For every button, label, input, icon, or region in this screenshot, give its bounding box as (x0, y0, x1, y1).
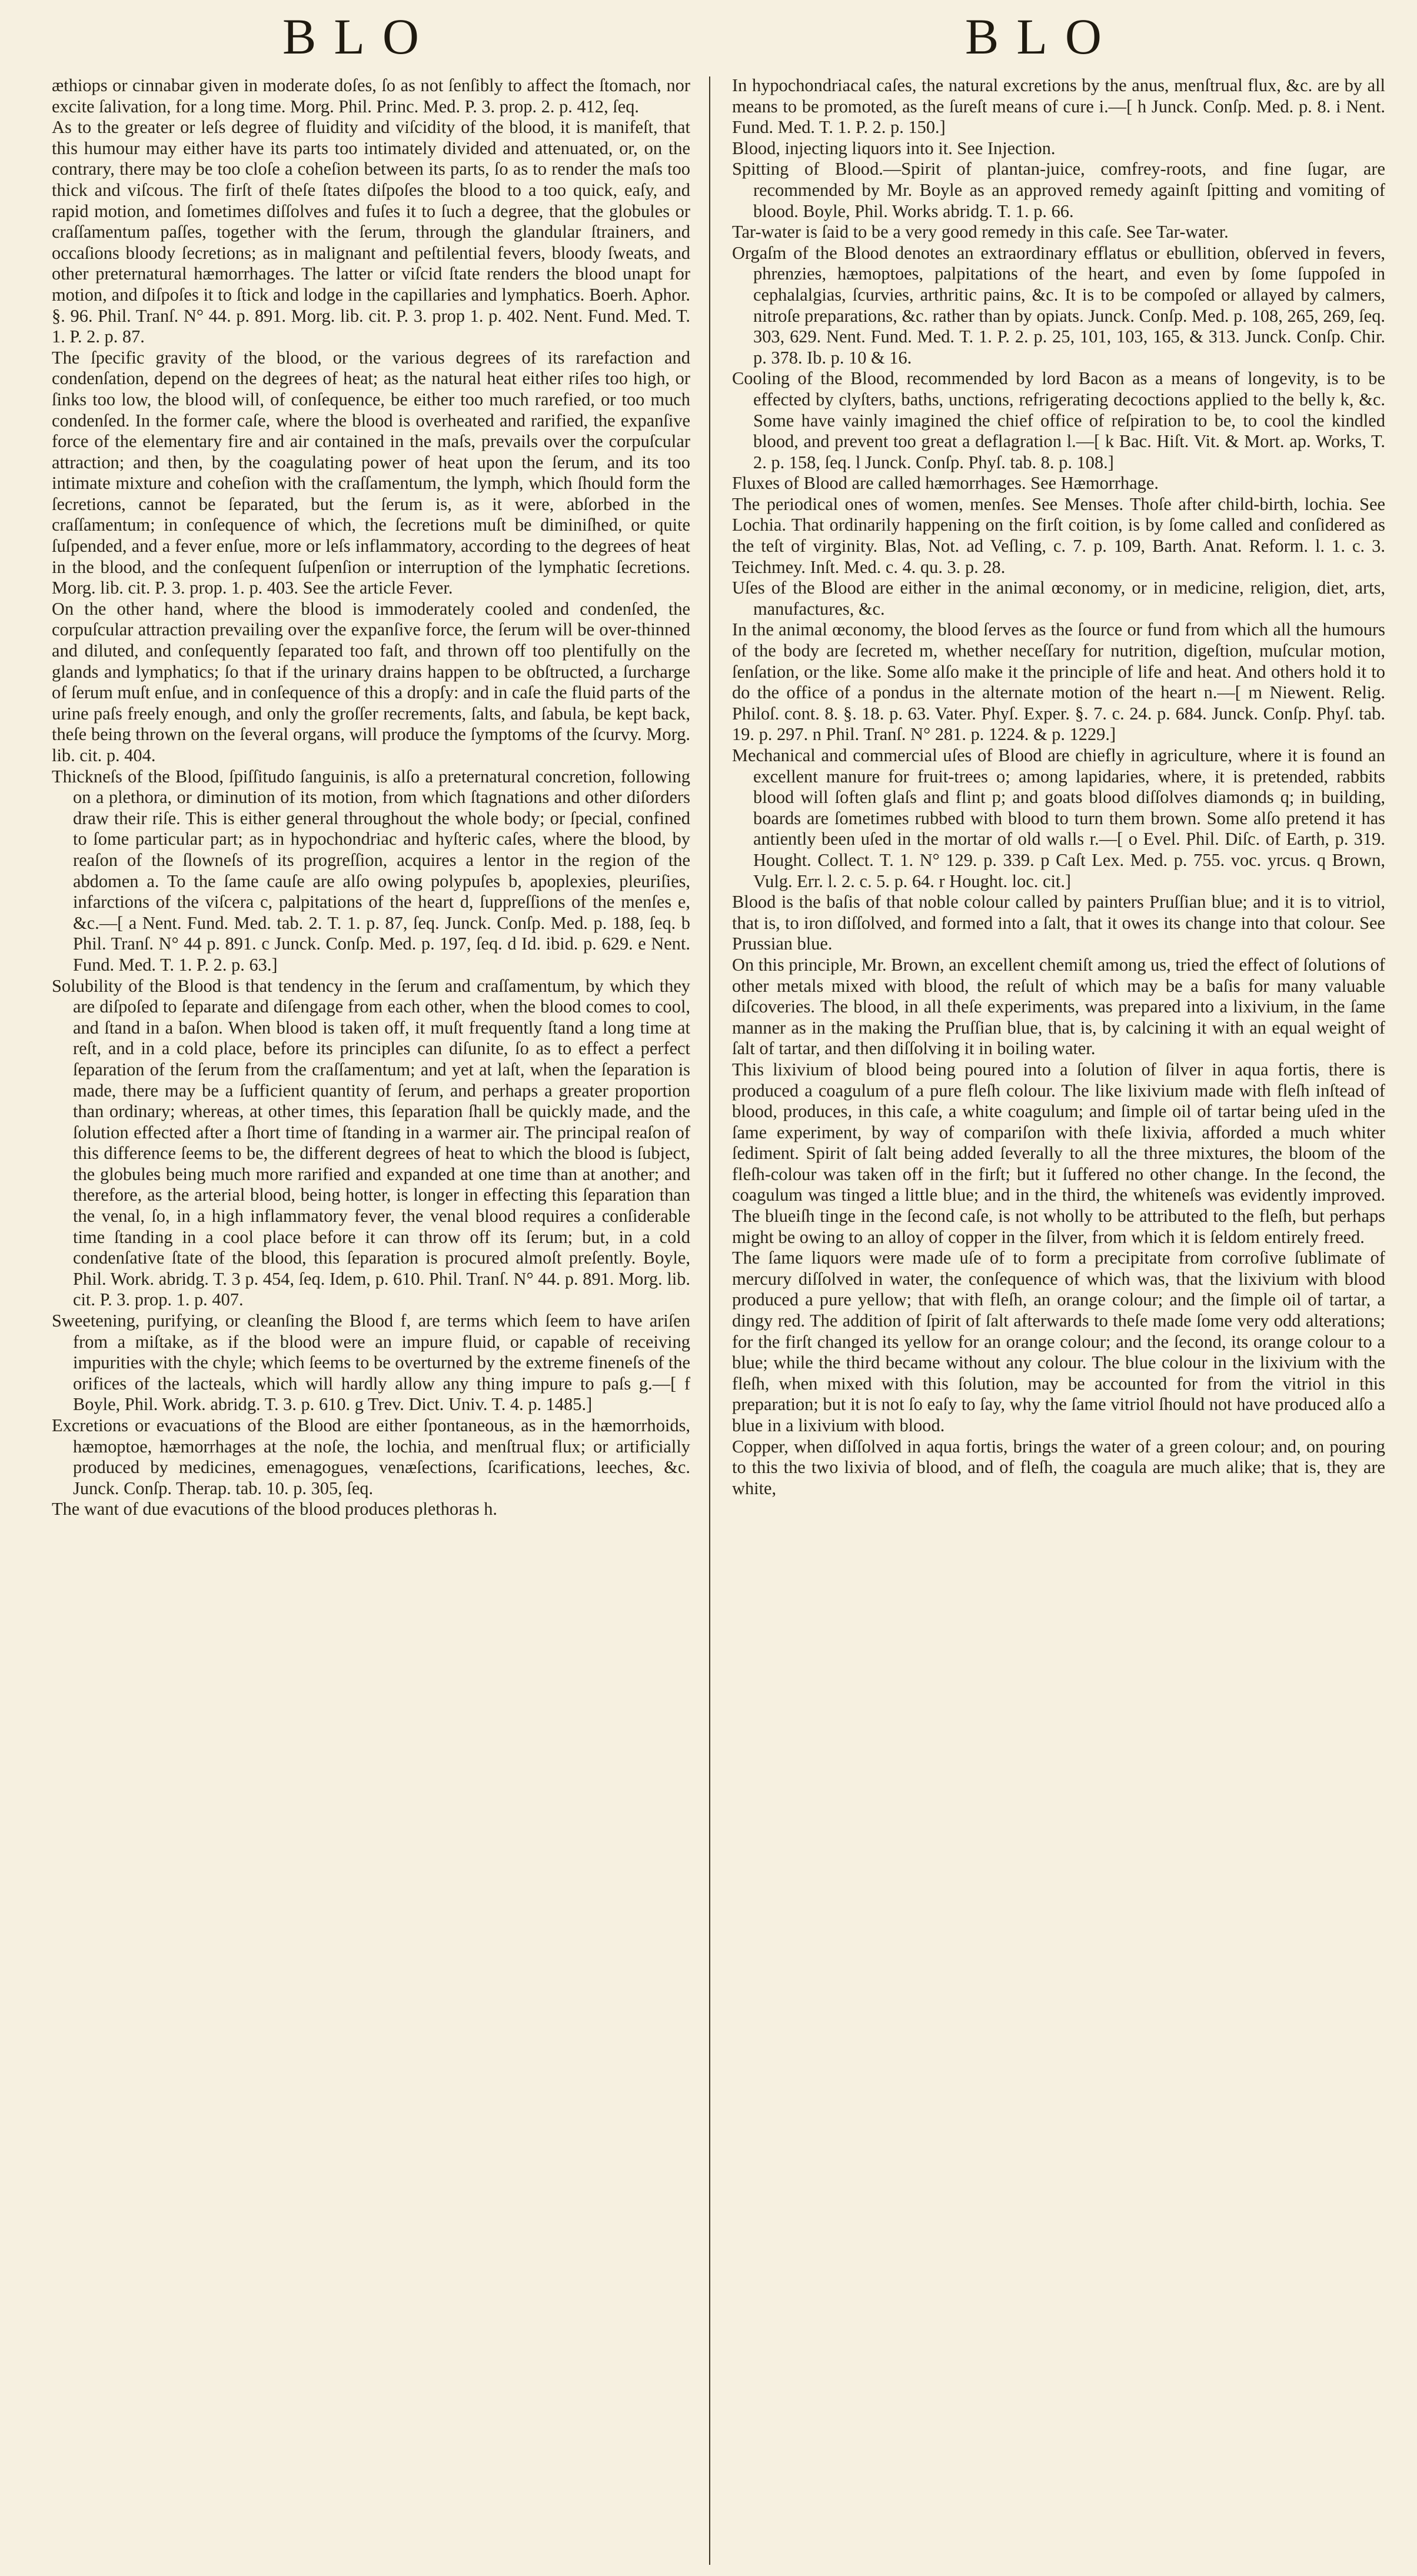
paragraph: As to the greater or leſs degree of fluidity and viſcidity of the blood, it is manifeſt, that this humour may either have its parts too intimately divided and attenuated, or, on the contrary, there may be too cloſe a coheſion between its parts, ſo as to render the maſs too thick and viſcous. The firſt of theſe ſtates diſpoſes the blood to a too quick, eaſy, and rapid motion, and ſometimes diſſolves and fuſes it to ſuch a degree, that the globules or craſſamentum paſſes, together with the ſerum, through the glandular ſtrainers, and occaſions bloody ſecretions; as in malignant and peſtilential fevers, bloody ſweats, and other preternatural hæmorrhages. The latter or viſcid ſtate renders the blood unapt for motion, and diſpoſes it to ſtick and lodge in the capillaries and lymphatics. Boerh. Aphor. §. 96. Phil. Tranſ. N° 44. p. 891. Morg. lib. cit. P. 3. prop 1. p. 402. Nent. Fund. Med. T. 1. P. 2. p. 87. (52, 117, 690, 347)
left-column (52, 75, 690, 2570)
entry-fluxes-of-blood: Fluxes of Blood are called hæmorrhages. See Hæmorrhage. (732, 473, 1159, 494)
right-column (732, 75, 1385, 2570)
paragraph: æthiops or cinnabar given in moderate doſes, ſo as not ſenſibly to affect the ſtomach, nor excite ſalivation, for a long time. Morg. Phil. Princ. Med. P. 3. prop. 2. p. 412, ſeq. (52, 75, 690, 116)
entry-sweetening-blood: Sweetening, purifying, or cleanſing the Blood f, are terms which ſeem to have ariſen from a miſtake, as if the blood were an impure fluid, or capable of receiving impurities with the chyle; which ſeems to be overturned by the extreme fineneſs of the orifices of the lacteals, which will hardly allow any thing impure to paſs g.—[ f Boyle, Phil. Work. abridg. T. 3. p. 610. g Trev. Dict. Univ. T. 4. p. 1485.] (52, 1311, 690, 1415)
entry-thickness-of-blood: Thickneſs of the Blood, ſpiſſitudo ſanguinis, is alſo a preternatural concretion, following on a plethora, or diminution of its motion, from which ſtagnations and other diſorders draw their riſe. This is either general throughout the whole body; or ſpecial, confined to ſome particular part; as in hypochondriac and hyſteric caſes, where the blood, by reaſon of the ſlowneſs of its progreſſion, acquires a lentor in the region of the abdomen a. To the ſame cauſe are alſo owing polypuſes b, apoplexies, pleuriſies, infarctions of the viſcera c, palpitations of the heart d, ſuppreſſions of the menſes e, &c.—[ a Nent. Fund. Med. tab. 2. T. 1. p. 87, ſeq. Junck. Conſp. Med. p. 188, ſeq. b Phil. Tranſ. N° 44 p. 891. c Junck. Conſp. Med. p. 197, ſeq. d Id. ibid. p. 629. e Nent. Fund. Med. T. 1. P. 2. p. 63.] (52, 766, 690, 975)
paragraph: The periodical ones of women, menſes. See Menses. Thoſe after child-birth, lochia. See Lochia. That ordinarily happening on the firſt coition, is by ſome called and conſidered as the teſt of virginity. Blas, Not. ad Veſling, c. 7. p. 109, Barth. Anat. Reform. l. 1. c. 3. Teichmey. Inſt. Med. c. 4. qu. 3. p. 28. (732, 494, 1385, 577)
paragraph: The want of due evacutions of the blood produces plethoras h. (52, 1499, 498, 1519)
paragraph: On this principle, Mr. Brown, an excellent chemiſt among us, tried the effect of ſolutions of other metals mixed with blood, the reſult of which may be a baſis for many valuable diſcoveries. The blood, in all theſe experiments, was prepared into a lixivium, in the ſame manner as in the making the Pruſſian blue, that is, by calcining it with an equal weight of ſalt of tartar, and then diſſolving it in boiling water. (732, 954, 1385, 1059)
entry-spitting-of-blood: Spitting of Blood.—Spirit of plantan-juice, comfrey-roots, and fine ſugar, are recommended by Mr. Boyle as an approved remedy againſt ſpitting and vomiting of blood. Boyle, Phil. Works abridg. T. 1. p. 66. (732, 159, 1385, 221)
paragraph: In the animal œconomy, the blood ſerves as the ſource or fund from which all the humours of the body are ſecreted m, whether neceſſary for nutrition, digeſtion, muſcular motion, ſenſation, or the like. Some alſo make it the principle of life and heat. And others hold it to do the office of a pondus in the alternate motion of the heart n.—[ m Niewent. Relig. Philoſ. cont. 8. §. 18. p. 63. Vater. Phyſ. Exper. §. 7. c. 24. p. 684. Junck. Conſp. Phyſ. tab. 19. p. 297. n Phil. Tranſ. N° 281. p. 1224. & p. 1229.] (732, 619, 1385, 745)
paragraph: Blood is the baſis of that noble colour called by painters Pruſſian blue; and it is to vitriol, that is, to iron diſſolved, and formed into a ſalt, that it owes its change into that colour. See Prussian blue. (732, 892, 1385, 954)
column-divider (709, 76, 710, 2565)
entry-orgasm-of-blood: Orgaſm of the Blood denotes an extraordinary efflatus or ebullition, obſerved in fevers, phrenzies, hæmoptoes, palpitations of the heart, and even by ſome ſuppoſed in cephalalgias, ſcurvies, arthritic pains, &c. It is to be compoſed or allayed by calmers, nitroſe preparations, &c. rather than by opiats. Junck. Conſp. Med. p. 108, 265, 269, ſeq. 303, 629. Nent. Fund. Med. T. 1. P. 2. p. 25, 101, 103, 165, & 313. Junck. Conſp. Chir. p. 378. Ib. p. 10 & 16. (732, 242, 1385, 368)
paragraph: This lixivium of blood being poured into a ſolution of ſilver in aqua fortis, there is produced a coagulum of a pure fleſh colour. The like lixivium made with fleſh inſtead of blood, produces, in this caſe, a white coagulum; and ſimple oil of tartar being uſed in the ſame experiment, by way of compariſon with theſe lixivia, afforded a much whiter ſediment. Spirit of ſalt being added ſeverally to all the three mixtures, the bloom of the fleſh-colour was taken off in the firſt; but it ſuffered no other change. In the ſecond, the coagulum was tinged a little blue; and in the third, the whiteneſs was evidently improved. The blueiſh tinge in the ſecond caſe, is not wholly to be attributed to the fleſh, but perhaps might be owing to an alloy of copper in the ſilver, from which it is ſeldom entirely freed. (732, 1059, 1385, 1247)
entry-mechanical-uses-of-blood: Mechanical and commercial uſes of Blood are chiefly in agriculture, where it is found an excellent manure for fruit-trees o; among lapidaries, where, it is pretended, rabbits blood will ſoften glaſs and flint p; and goats blood diſſolves diamonds q; in building, boards are ſometimes rubbed with blood to turn them brown. Some alſo pretend it has antiently been uſed in the mortar of old walls r.—[ o Evel. Phil. Diſc. of Earth, p. 319. Hought. Collect. T. 1. N° 129. p. 339. p Caſt Lex. Med. p. 755. voc. yrcus. q Brown, Vulg. Err. l. 2. c. 5. p. 64. r Hought. loc. cit.] (732, 745, 1385, 891)
paragraph: The ſpecific gravity of the blood, or the various degrees of its rarefaction and condenſation, depend on the degrees of heat; as the natural heat either riſes too high, or ſinks too low, the blood will, of conſequence, be either too much rarefied, or too much condenſed. In the former caſe, where the blood is overheated and rarified, the expanſive force of the elementary fire and air contained in the maſs, prevails over the corpuſcular attraction; and then, by the coagulating power of heat upon the ſerum, and its too intimate mixture and coheſion with the craſſamentum, the lymph, which ſhould form the ſecretions, cannot be ſeparated, but the ſerum is, as it were, abſorbed in the craſſamentum; in conſequence of which, the ſecretions muſt be diminiſhed, or quite ſuſpended, and a fever enſue, more or leſs inflammatory, according to the degrees of heat in the blood, and the conſequent ſuſpenſion or interruption of the lymphatic ſecretions. Morg. lib. cit. P. 3. prop. 1. p. 403. See the article Fever. (52, 347, 690, 598)
paragraph: In hypochondriacal caſes, the natural excretions by the anus, menſtrual flux, &c. are by all means to be promoted, as the ſureſt means of cure i.—[ h Junck. Conſp. Med. p. 8. i Nent. Fund. Med. T. 1. P. 2. p. 150.] (732, 75, 1385, 138)
header-left-word: BLO (282, 8, 437, 65)
header-right-word: BLO (965, 8, 1119, 65)
entry-injecting-liquors: Blood, injecting liquors into it. See Injection. (732, 138, 1056, 158)
entry-excretions-of-blood: Excretions or evacuations of the Blood are either ſpontaneous, as in the hæmorrhoids, hæmoptoe, hæmorrhages at the noſe, the lochia, and menſtrual flux; or artificially produced by medicines, emenagogues, venæſections, ſcarifications, leeches, &c. Junck. Conſp. Therap. tab. 10. p. 305, ſeq. (52, 1415, 690, 1498)
entry-uses-of-blood: Uſes of the Blood are either in the animal œconomy, or in medicine, religion, diet, arts, manufactures, &c. (732, 578, 1385, 619)
paragraph: Copper, when diſſolved in aqua fortis, brings the water of a green colour; and, on pouring to this the two lixivia of blood, and of fleſh, the coagula are much alike; that is, they are white, (732, 1436, 1385, 1498)
paragraph: On the other hand, where the blood is immoderately cooled and condenſed, the corpuſcular attraction prevailing over the expanſive force, the ſerum will be over-thinned and diluted, and conſequently ſeparated too faſt, and thrown off too plentifully on the glands and lymphatics; ſo that if the urinary drains happen to be obſtructed, a ſurcharge of ſerum muſt enſue, and in conſequence of this a dropſy: and in caſe the fluid parts of the urine paſs freely enough, and only the groſſer recrements, ſalts, and ſabula, be kept back, theſe being thrown on the ſeveral organs, will produce the ſymptoms of the ſcurvy. Morg. lib. cit. p. 404. (52, 598, 690, 765)
paragraph: The ſame liquors were made uſe of to form a precipitate from corroſive ſublimate of mercury diſſolved in water, the conſequence of which was, that the lixivium with blood produced a pure yellow; that with fleſh, an orange colour; and the ſimple oil of tartar, a dingy red. The addition of ſpirit of ſalt afterwards to theſe made ſome very odd alterations; for the firſt changed its yellow for an orange colour; and the ſecond, its orange colour to a blue; while the third became without any colour. The blue colour in the lixivium with the fleſh, when mixed with this ſolution, may be accounted for from the vitriol in this preparation; but it is not ſo eaſy to ſay, why the ſame vitriol ſhould not have produced alſo a blue in a lixivium with blood. (732, 1248, 1385, 1435)
entry-cooling-of-blood: Cooling of the Blood, recommended by lord Bacon as a means of longevity, is to be effected by clyſters, baths, unctions, refrigerating decoctions applied to the belly k, &c. Some have vainly imagined the chief office of reſpiration to be, to cool the kindled blood, and prevent too great a deflagration l.—[ k Bac. Hiſt. Vit. & Mort. ap. Works, T. 2. p. 158, ſeq. l Junck. Conſp. Phyſ. tab. 8. p. 108.] (732, 368, 1385, 472)
paragraph: Tar-water is ſaid to be a very good remedy in this caſe. See Tar-water. (732, 222, 1229, 242)
running-header (0, 7, 1417, 72)
entry-solubility-of-blood: Solubility of the Blood is that tendency in the ſerum and craſſamentum, by which they are diſpoſed to ſeparate and diſengage from each other, when the blood comes to cool, and ſtand in a baſon. When blood is taken off, it muſt frequently ſtand a long time at reſt, and in a cold place, before its principles can diſunite, ſo as to effect a perfect ſeparation of the ſerum from the craſſamentum; and yet at laſt, when the ſeparation is made, there may be a ſufficient quantity of ſerum, and perhaps a greater proportion than ordinary; whereas, at other times, this ſeparation ſhall be quickly made, and the ſolution effected after a ſhort time of ſtanding in a warmer air. The principal reaſon of this difference ſeems to be, the different degrees of heat to which the blood is ſubject, the globules being much more rarified and expanded at one time than at another; and therefore, as the arterial blood, being hotter, is longer in effecting this ſeparation than the venal, ſo, in a high inflammatory fever, the venal blood requires a conſiderable time ſtanding in a cool place before it can throw off its ſerum; but, in a cold condenſative ſtate of the blood, this ſeparation is procured almoſt preſently. Boyle, Phil. Work. abridg. T. 3 p. 454, ſeq. Idem, p. 610. Phil. Tranſ. N° 44. p. 891. Morg. lib. cit. P. 3. prop. 1. p. 407. (52, 975, 690, 1310)
